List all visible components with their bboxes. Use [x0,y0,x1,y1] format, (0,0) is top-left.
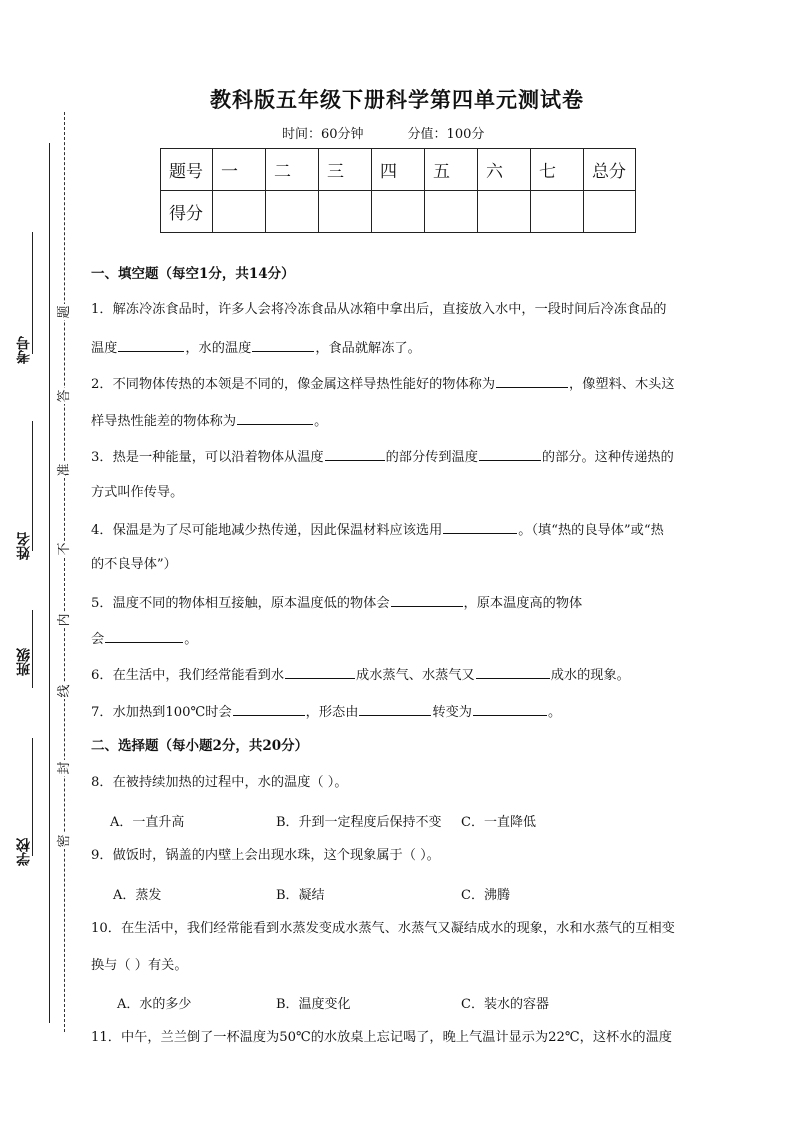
answer-blank[interactable] [473,702,547,716]
q6-text: 成水的现象。 [550,668,630,683]
score-table-header-cell: 三 [319,149,372,191]
q7-text: 。 [547,705,562,720]
answer-blank[interactable] [391,593,463,607]
q2-line2 [91,411,703,431]
score-table-header-cell: 二 [266,149,319,191]
seal-char-nei: 内 [57,613,72,627]
answer-blank[interactable] [285,665,355,679]
answer-blank[interactable] [118,338,184,352]
answer-blank[interactable] [237,411,313,425]
score-row-label: 得分 [161,191,213,233]
q5-text: 。 [184,632,198,647]
q7-text: 转变为 [432,705,472,720]
score-table-header-cell: 六 [478,149,531,191]
q3-text: 的部分传到温度 [385,450,478,465]
score-table-header-cell: 总分 [584,149,636,191]
q4-line2: 的不良导体”） [91,557,177,572]
q3-text: 3．热是一种能量，可以沿着物体从温度 [91,450,324,465]
q3-text: 的部分。这种传递热的 [541,450,674,465]
q6-line [91,665,703,685]
q4-text: 4．保温是为了尽可能地减少热传递，因此保温材料应该选用 [91,523,443,538]
q11-stem-line1: 11．中午，兰兰倒了一杯温度为50℃的水放桌上忘记喝了，晚上气温计显示为22℃，这杯水的温度 [91,1030,672,1045]
q10-stem-line2: 换与（ ）有关。 [91,958,188,973]
q1-line2 [91,338,703,358]
q1-text: 温度 [91,341,118,356]
exam-total-score: 分值：100分 [407,127,485,142]
score-table-header-cell: 七 [531,149,584,191]
q10-option-c[interactable]: C．装水的容器 [461,997,549,1012]
q10-option-a[interactable]: A．水的多少 [117,997,192,1012]
score-cell[interactable] [425,191,478,233]
q9-option-b[interactable]: B．凝结 [276,888,325,903]
exam-meta [282,123,484,142]
score-table-score-row [161,191,636,233]
q8-option-c[interactable]: C．一直降低 [461,815,536,830]
score-table-header-cell: 四 [372,149,425,191]
score-cell[interactable] [319,191,372,233]
score-table-header-row [161,149,636,191]
binding-solid-line [49,143,50,1023]
school-label: 学校 [16,838,32,866]
q5-line2 [91,629,703,649]
q4-line1 [91,520,703,540]
q5-text: ，原本温度高的物体 [463,596,583,611]
q6-text: 成水蒸气、水蒸气又 [356,668,475,683]
q7-line [91,702,703,722]
answer-blank[interactable] [252,338,314,352]
class-label: 班级 [16,648,32,676]
answer-blank[interactable] [325,447,385,461]
score-cell[interactable] [531,191,584,233]
section2-heading: 二、选择题（每小题2分，共20分） [91,738,309,754]
q2-text: 。 [314,414,328,429]
name-label: 姓名 [16,532,32,560]
q10-option-b[interactable]: B．温度变化 [276,997,351,1012]
exam-number-label: 考号 [16,336,32,364]
q2-text: ，像塑料、木头这 [569,377,675,392]
q3-line1 [91,447,703,467]
q1-text: ，食品就解冻了。 [315,341,421,356]
score-table-header-cell: 五 [425,149,478,191]
q7-text: ，形态由 [305,705,359,720]
answer-blank[interactable] [496,374,568,388]
score-table [160,148,636,233]
q1-text: ，水的温度 [185,341,252,356]
q6-text: 6．在生活中，我们经常能看到水 [91,668,285,683]
q2-text: 样导热性能差的物体称为 [91,414,237,429]
q8-option-a[interactable]: A．一直升高 [110,815,185,830]
q5-text: 会 [91,632,105,647]
seal-char-ti: 题 [57,305,72,319]
answer-blank[interactable] [443,520,517,534]
q9-option-c[interactable]: C．沸腾 [461,888,510,903]
binding-dashed-line [64,112,65,1032]
seal-char-xian: 线 [57,684,72,698]
seal-char-zhun: 准 [57,463,72,477]
exam-time: 时间：60分钟 [282,127,364,142]
q8-stem: 8．在被持续加热的过程中，水的温度（ ）。 [91,775,348,790]
score-table-header-cell: 题号 [161,149,213,191]
seal-char-bu: 不 [57,542,72,556]
answer-blank[interactable] [359,702,431,716]
q4-text: 。（填“热的良导体”或“热 [518,523,664,538]
q2-text: 2．不同物体传热的本领是不同的，像金属这样导热性能好的物体称为 [91,377,496,392]
section1-heading: 一、填空题（每空1分，共14分） [91,266,295,282]
q2-line1 [91,374,703,394]
q1-line1: 1．解冻冷冻食品时，许多人会将冷冻食品从冰箱中拿出后，直接放入水中，一段时间后冷冻食品的 [91,302,667,317]
answer-blank[interactable] [476,665,550,679]
score-cell[interactable] [372,191,425,233]
score-cell[interactable] [584,191,636,233]
q9-option-a[interactable]: A．蒸发 [113,888,162,903]
score-cell[interactable] [478,191,531,233]
q3-line2: 方式叫作传导。 [91,485,184,500]
answer-blank[interactable] [105,629,183,643]
q8-option-b[interactable]: B．升到一定程度后保持不变 [276,815,442,830]
answer-blank[interactable] [233,702,305,716]
q10-stem-line1: 10．在生活中，我们经常能看到水蒸发变成水蒸气、水蒸气又凝结成水的现象，水和水蒸气的互相变 [91,921,675,936]
seal-char-feng: 封 [57,761,72,775]
q7-text: 7．水加热到100℃时会 [91,705,232,720]
score-cell[interactable] [213,191,266,233]
q9-stem: 9．做饭时，锅盖的内壁上会出现水珠，这个现象属于（ ）。 [91,848,440,863]
score-table-header-cell: 一 [213,149,266,191]
seal-char-da: 答 [57,389,72,403]
seal-char-mi: 密 [57,834,72,848]
score-cell[interactable] [266,191,319,233]
answer-blank[interactable] [479,447,541,461]
q5-text: 5．温度不同的物体相互接触，原本温度低的物体会 [91,596,390,611]
page-title: 教科版五年级下册科学第四单元测试卷 [210,87,584,112]
q5-line1 [91,593,703,613]
